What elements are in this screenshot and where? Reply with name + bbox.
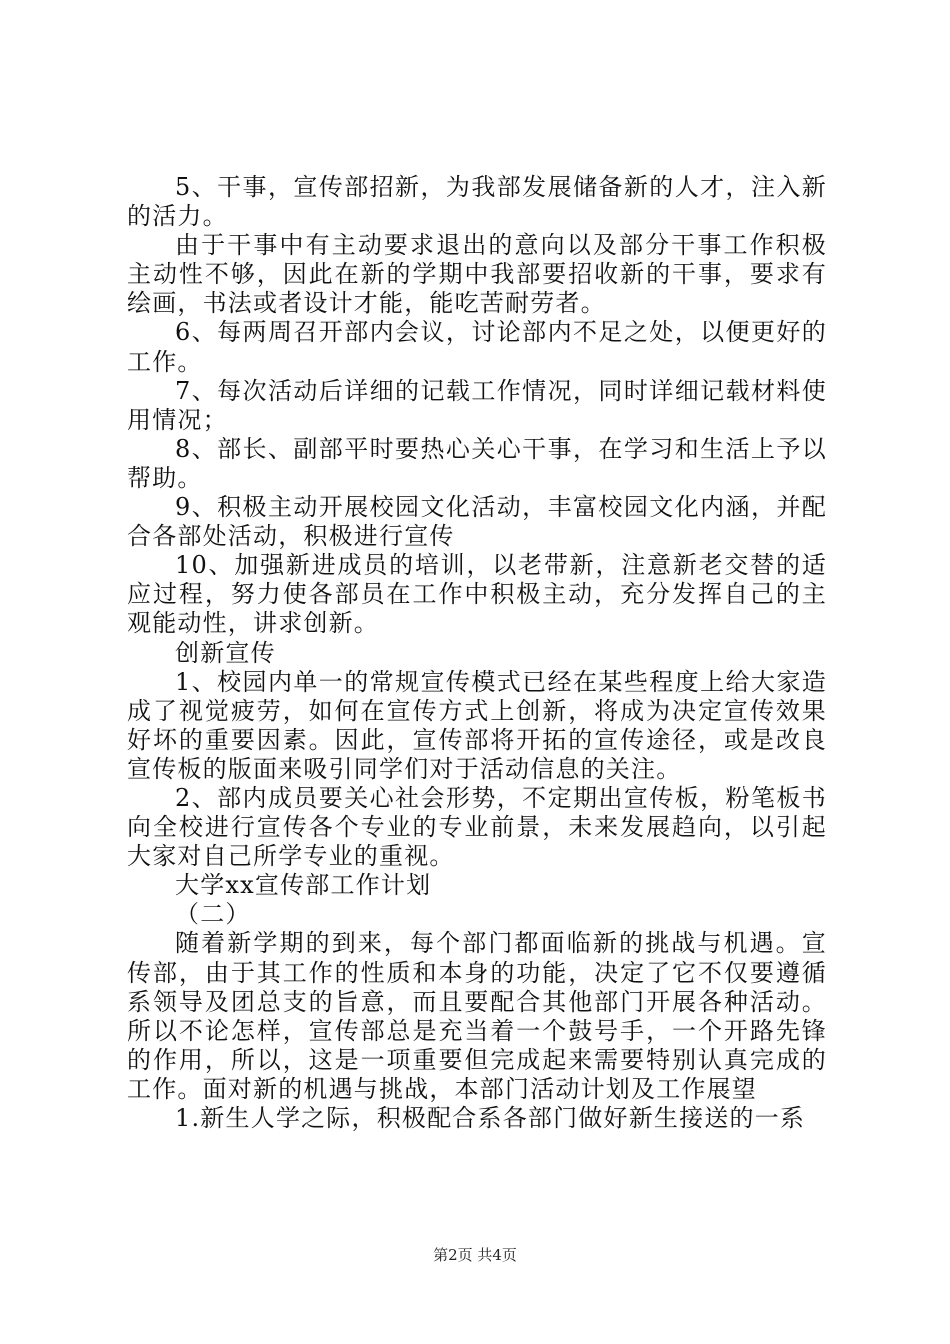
section-number: （二） [175, 900, 251, 929]
paragraph: 1、校园内单一的常规宣传模式已经在某些程度上给大家造成了视觉疲劳，如何在宣传方式上创新，将成为决定宣传效果好坏的重要因素。因此，宣传部将开拓的宣传途径，或是改良宣传板的版面来吸引同学们对于活动信息的关注。 [127, 667, 827, 783]
paragraph: 7、每次活动后详细的记载工作情况，同时详细记载材料使用情况； [127, 376, 827, 434]
paragraph: 1.新生人学之际，积极配合系各部门做好新生接送的一系 [175, 1104, 806, 1132]
paragraph: 9、积极主动开展校园文化活动，丰富校园文化内涵，并配合各部处活动，积极进行宣传 [127, 493, 827, 551]
document-title: 大学xx宣传部工作计划 [175, 871, 432, 900]
paragraph: 5、干事，宣传部招新，为我部发展储备新的人才，注入新的活力。 [127, 173, 827, 231]
paragraph: 由于干事中有主动要求退出的意向以及部分干事工作积极主动性不够，因此在新的学期中我部要招收新的干事，要求有绘画，书法或者设计才能，能吃苦耐劳者。 [127, 231, 827, 318]
paragraph: 8、部长、副部平时要热心关心干事，在学习和生活上予以帮助。 [127, 434, 827, 492]
document-body [127, 173, 827, 1133]
section-heading: 创新宣传 [175, 638, 276, 667]
paragraph: 随着新学期的到来，每个部门都面临新的挑战与机遇。宣传部，由于其工作的性质和本身的功能，决定了它不仅要遵循系领导及团总支的旨意，而且要配合其他部门开展各种活动。所以不论怎样，宣传部总是充当着一个鼓号手，一个开路先锋的作用，所以，这是一项重要但完成起来需要特别认真完成的工作。面对新的机遇与挑战，本部门活动计划及工作展望 [127, 929, 827, 1103]
paragraph: 10、加强新进成员的培训，以老带新，注意新老交替的适应过程，努力使各部员在工作中积极主动，充分发挥自己的主观能动性，讲求创新。 [127, 551, 827, 638]
page-footer: 第2页 共4页 [433, 1246, 517, 1264]
paragraph: 6、每两周召开部内会议，讨论部内不足之处，以便更好的工作。 [127, 318, 827, 376]
paragraph: 2、部内成员要关心社会形势，不定期出宣传板，粉笔板书向全校进行宣传各个专业的专业前景，未来发展趋向，以引起大家对自己所学专业的重视。 [127, 783, 827, 871]
